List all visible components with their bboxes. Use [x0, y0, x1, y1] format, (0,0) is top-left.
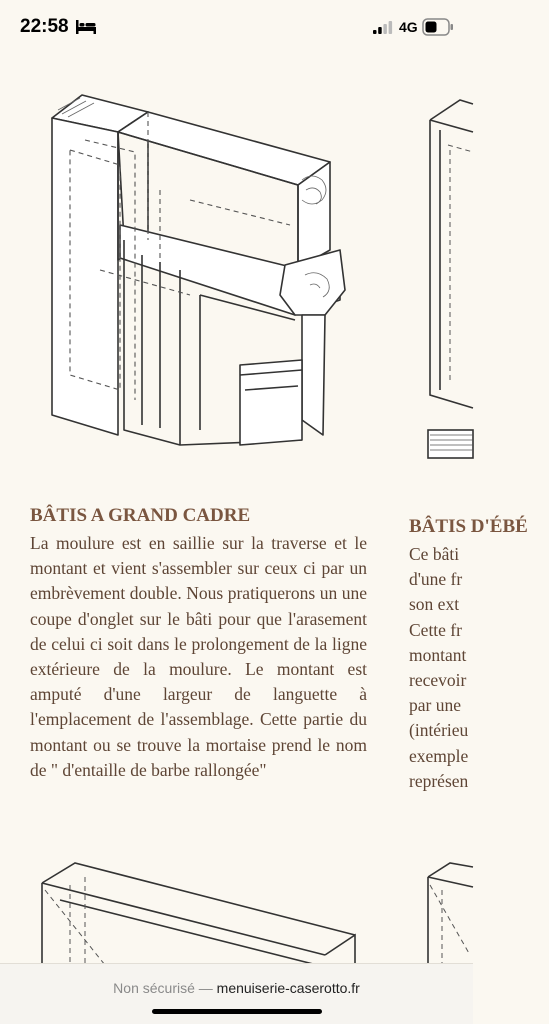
- article-line: d'une fr: [409, 569, 463, 590]
- browser-url-bar[interactable]: [0, 963, 473, 1024]
- url-text[interactable]: [0, 980, 473, 996]
- network-label: 4G: [399, 19, 418, 35]
- article-line: montant: [409, 644, 467, 665]
- bed-icon: [76, 20, 96, 34]
- article-grand-cadre: [30, 505, 367, 783]
- article-title-right: BÂTIS D'ÉBÉ: [409, 516, 528, 537]
- article-line: recevoir: [409, 670, 467, 691]
- article-line: Cette fr: [409, 619, 462, 640]
- status-bar: [0, 0, 473, 56]
- frame-joint-illustration: [40, 90, 350, 460]
- signal-icon: [373, 21, 393, 34]
- article-line: représen: [409, 770, 469, 791]
- article-line: Ce bâti: [409, 544, 460, 564]
- status-time: 22:58: [20, 16, 69, 37]
- url-domain: menuiserie-caserotto.fr: [216, 980, 360, 996]
- article-line: par une: [409, 695, 461, 716]
- article-line: son ext: [409, 594, 460, 615]
- frame-illustration-bottom: [30, 855, 370, 970]
- article-body: La moulure est en saillie sur la traverse et le montant et vient s'assembler sur ceux ci par un embrèvement double. Nous pratiquerons un une coupe d'onglet sur le bâti pour que l'arasement de celui ci soit dans le prolongement de la ligne extérieure de la moulure. Le montant est amputé d'une largeur de languette à l'emplacement de l'assemblage. Cette partie du montant ou se trouve la mortaise prend le nom de " d'entaille de barbe rallongée": [30, 533, 367, 780]
- article-line: (intérieu: [409, 720, 469, 741]
- article-line: exemple: [409, 745, 469, 766]
- frame-illustration-right: [420, 90, 473, 470]
- article-title: BÂTIS A GRAND CADRE: [30, 505, 251, 526]
- article-ebene: [409, 516, 528, 794]
- insecure-label: Non sécurisé —: [113, 980, 213, 996]
- home-indicator[interactable]: [152, 1009, 322, 1014]
- battery-icon: [422, 18, 454, 36]
- frame-illustration-bottom-right: [420, 855, 473, 970]
